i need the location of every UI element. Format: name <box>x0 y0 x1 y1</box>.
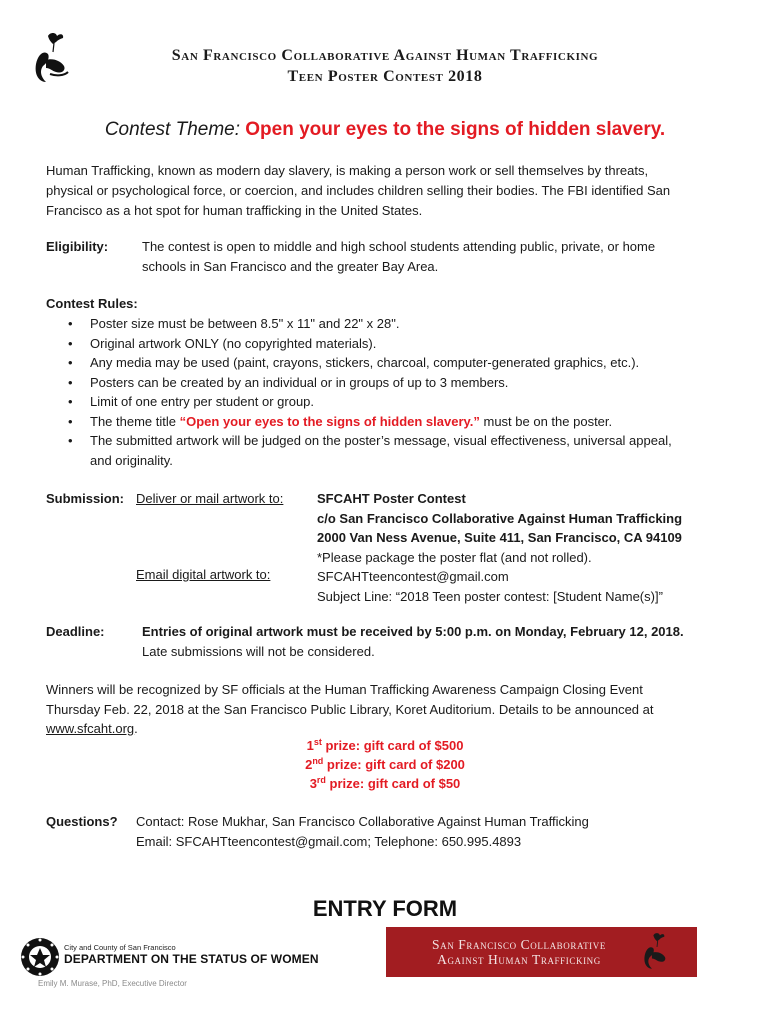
prize-text: prize: gift card of $500 <box>321 738 464 753</box>
mail-address <box>317 489 737 606</box>
banner-line: Against Human Trafficking <box>437 952 601 967</box>
questions-label: Questions? <box>46 814 118 829</box>
list-item-theme-rule <box>66 412 726 432</box>
prize-suffix: nd <box>312 756 324 766</box>
subject-line: Subject Line: “2018 Teen poster contest: [Student Name(s)]” <box>317 588 663 604</box>
prize-number: 2 <box>305 757 313 772</box>
banner-hands-bird-icon <box>637 931 677 973</box>
dosw-department-label: DEPARTMENT ON THE STATUS OF WOMEN <box>64 952 319 966</box>
deadline-note: Late submissions will not be considered. <box>142 643 375 659</box>
theme-rule-after: must be on the poster. <box>479 413 613 429</box>
mail-line: 2000 Van Ness Avenue, Suite 411, San Francisco, CA 94109 <box>317 530 682 545</box>
contest-theme <box>0 119 770 141</box>
contact-email-phone: Email: SFCAHTteencontest@gmail.com; Telephone: 650.995.4893 <box>136 833 522 849</box>
list-item: • Limit of one entry per student or group. <box>66 392 726 412</box>
list-item: • Original artwork ONLY (no copyrighted materials). <box>66 334 726 354</box>
intro-line: physical or psychological force, or coercion, and includes children selling their bodies. The FBI identified San <box>46 183 671 198</box>
banner-text <box>404 937 634 967</box>
list-item-judging <box>66 431 726 470</box>
prize-text: prize: gift card of $200 <box>323 757 465 772</box>
winners-line: Winners will be recognized by SF officials at the Human Trafficking Awareness Campaign Closing Event <box>46 682 643 697</box>
mail-line: SFCAHT Poster Contest <box>317 491 466 506</box>
list-item: • Any media may be used (paint, crayons, stickers, charcoal, computer-generated graphics, etc.). <box>66 353 726 373</box>
dosw-seal-icon <box>20 937 60 977</box>
intro-paragraph <box>46 161 726 221</box>
deadline-label: Deadline: <box>46 624 105 639</box>
mail-line: c/o San Francisco Collaborative Against Human Trafficking <box>317 510 683 526</box>
prize-first <box>0 736 770 755</box>
rules-label: Contest Rules: <box>46 296 138 311</box>
list-item: • Posters can be created by an individual or in groups of up to 3 members. <box>66 373 726 393</box>
theme-rule-highlight: “Open your eyes to the signs of hidden slavery.” <box>179 413 480 429</box>
winners-line: Thursday Feb. 22, 2018 at the San Francisco Public Library, Koret Auditorium. Details to be announced at <box>46 701 654 717</box>
sfcaht-banner <box>386 927 697 977</box>
eligibility-line: schools in San Francisco and the greater Bay Area. <box>142 258 439 274</box>
mail-label: Deliver or mail artwork to: <box>136 491 284 506</box>
prize-second <box>0 755 770 774</box>
judging-line: and originality. <box>90 452 173 468</box>
winners-paragraph <box>46 680 736 739</box>
deadline-text <box>142 622 742 661</box>
prize-suffix: rd <box>316 775 326 785</box>
contest-title: Teen Poster Contest 2018 <box>287 68 483 85</box>
eligibility-text <box>142 237 742 276</box>
theme-label: Contest Theme: <box>104 119 240 140</box>
prize-text: prize: gift card of $50 <box>325 776 461 791</box>
prize-number: 3 <box>309 776 317 791</box>
mail-note: *Please package the poster flat (and not rolled). <box>317 549 592 565</box>
prize-third <box>0 774 770 793</box>
eligibility-label: Eligibility: <box>46 239 109 254</box>
executive-director: Emily M. Murase, PhD, Executive Director <box>38 979 187 988</box>
banner-line: San Francisco Collaborative <box>432 937 606 952</box>
deadline-main: Entries of original artwork must be received by 5:00 p.m. on Monday, February 12, 2018. <box>142 624 684 639</box>
intro-line: Francisco as a hot spot for human trafficking in the United States. <box>46 203 423 218</box>
prize-number: 1 <box>306 738 314 753</box>
list-item: • Poster size must be between 8.5" x 11" and 22" x 28". <box>66 314 726 334</box>
theme-value: Open your eyes to the signs of hidden slavery. <box>245 119 666 140</box>
intro-line: Human Trafficking, known as modern day slavery, is making a person work or sell themselves by threats, <box>46 163 649 178</box>
winners-period: . <box>134 721 138 736</box>
questions-contact <box>136 812 736 851</box>
prize-suffix: st <box>313 737 322 747</box>
entry-form-title: ENTRY FORM <box>312 896 458 921</box>
theme-rule-before: The theme title <box>90 413 180 429</box>
dosw-city-label: City and County of San Francisco <box>64 943 176 952</box>
judging-line: The submitted artwork will be judged on the poster’s message, visual effectiveness, universal appeal, <box>90 433 672 448</box>
contact-line: Contact: Rose Mukhar, San Francisco Collaborative Against Human Trafficking <box>136 814 589 829</box>
submission-label: Submission: <box>46 491 125 506</box>
email-label: Email digital artwork to: <box>136 567 271 582</box>
eligibility-line: The contest is open to middle and high school students attending public, private, or home <box>142 239 656 254</box>
website-link[interactable]: www.sfcaht.org <box>46 721 135 736</box>
rules-list <box>66 314 726 470</box>
org-title: San Francisco Collaborative Against Human Trafficking <box>171 47 599 64</box>
submission-email: SFCAHTteencontest@gmail.com <box>317 569 509 584</box>
